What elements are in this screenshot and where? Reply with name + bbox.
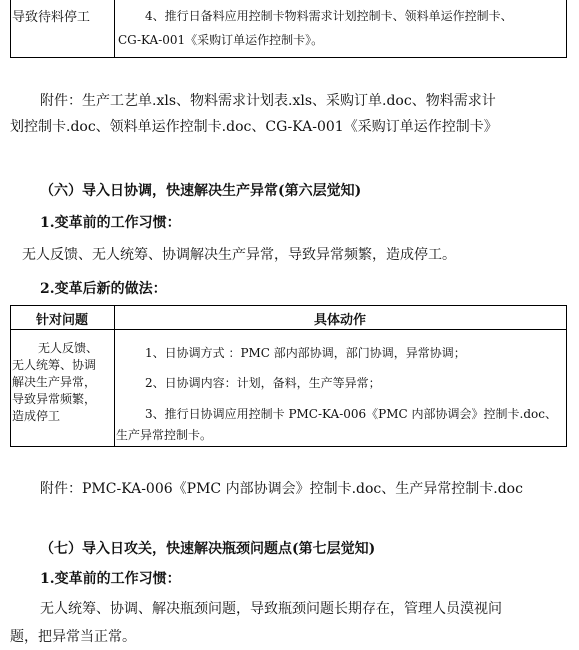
table-2-header-issue: 针对问题 [35,313,88,328]
section-6-attachment: 附件：PMC-KA-006《PMC 内部协调会》控制卡.doc、生产异常控制卡.doc [40,481,523,497]
table-1-column-divider [114,0,115,58]
attachment-1-line-2: 划控制卡.doc、领料单运作控制卡.doc、CG-KA-001《采购订单运作控制卡》 [10,119,498,135]
table-2-bottom-border [10,446,567,447]
table-1-bottom-border [10,57,567,58]
table-2-issue-line: 无人反馈、 [38,341,99,355]
section-7-before-line-1: 无人统筹、协调、解决瓶颈问题，导致瓶颈问题长期存在，管理人员漠视问 [40,601,502,617]
table-2-issue-line: 无人统筹、协调 [12,358,97,372]
table-1-issue-cell: 导致待料停工 [12,10,91,25]
table-2-action-2: 2、日协调内容：计划，备料，生产等异常； [145,376,381,390]
section-6-title: （六）导入日协调，快速解决生产异常(第六层觉知) [40,183,362,199]
section-7-title: （七）导入日攻关，快速解决瓶颈问题点(第七层觉知) [40,541,376,557]
table-2-issue-line: 造成停工 [12,409,61,423]
table-1-left-border [10,0,11,58]
table-1-right-border [566,0,567,58]
section-6-before-text: 无人反馈、无人统筹、协调解决生产异常，导致异常频繁，造成停工。 [22,247,456,263]
section-7-before-heading: 1.变革前的工作习惯： [40,571,181,587]
table-2-action-1: 1、日协调方式 ：PMC 部内部协调，部门协调，异常协调； [145,346,466,360]
table-2-action-3-line-2: 生产异常控制卡。 [116,428,213,442]
table-2-header-action: 具体动作 [313,313,366,328]
table-1-action-line-1: 4、推行日备料应用控制卡物料需求计划控制卡、领料单运作控制卡、 [145,9,513,23]
table-1-action-line-2: CG-KA-001《采购订单运作控制卡》。 [118,33,324,47]
table-2-issue-line: 导致异常频繁， [12,392,97,406]
section-7-before-line-2: 题，把异常当正常。 [10,629,136,645]
section-6-after-heading: 2.变革后新的做法： [40,281,167,297]
table-2-header-divider [10,329,567,330]
attachment-1-line-1: 附件：生产工艺单.xls、物料需求计划表.xls、采购订单.doc、物料需求计 [40,93,496,109]
section-6-before-heading: 1.变革前的工作习惯： [40,215,181,231]
table-2-action-3-line-1: 3、推行日协调应用控制卡 PMC-KA-006《PMC 内部协调会》控制卡.doc、 [145,407,557,421]
table-2-issue-line: 解决生产异常， [12,375,97,389]
table-2-right-border [566,305,567,447]
table-2-top-border [10,305,567,306]
table-2-issue-cell [12,340,112,425]
